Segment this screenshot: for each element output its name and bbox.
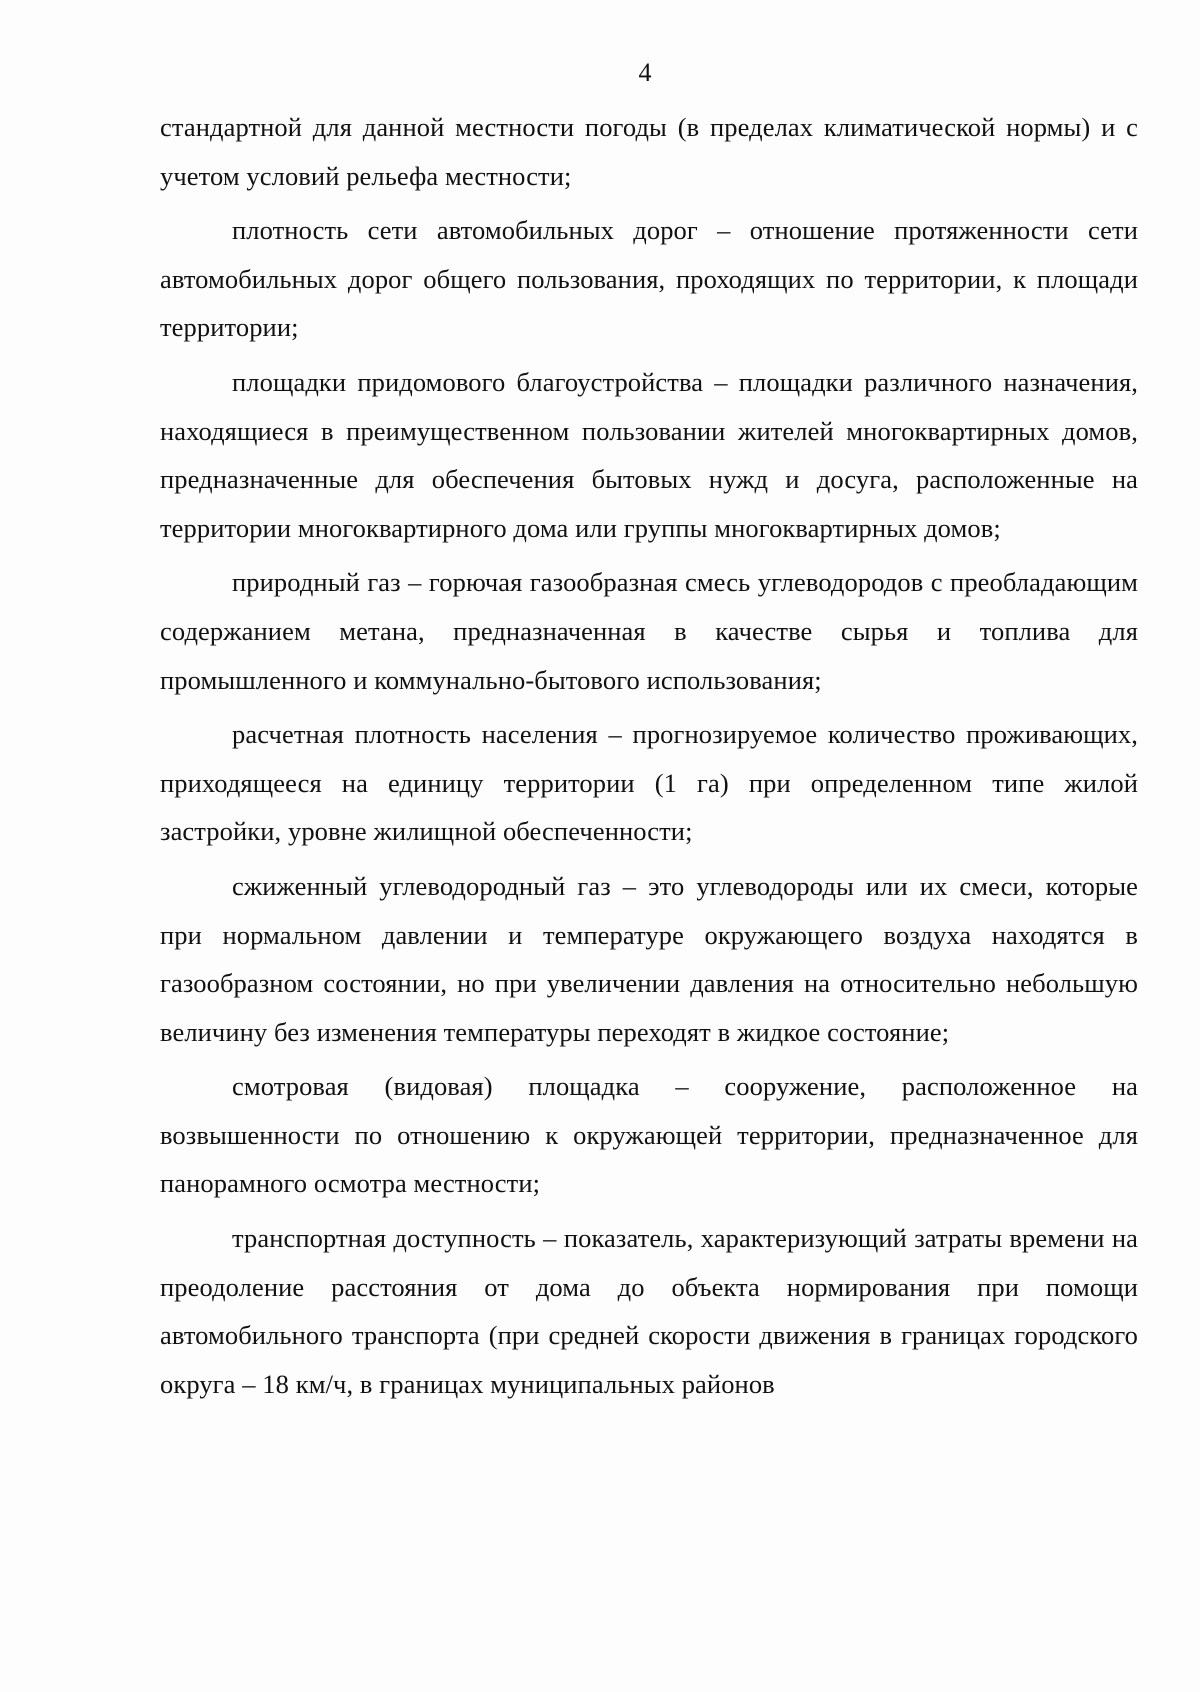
paragraph-population-density: расчетная плотность населения – прогнозируемое количество проживающих, приходящееся на единицу территории (1 га) при определенном типе жилой застройки, уровне жилищной обеспеченности;: [160, 719, 1138, 847]
page-number-text: 4: [638, 58, 652, 87]
paragraph-continuation: стандартной для данной местности погоды (в пределах климатической нормы) и с учетом условий рельефа местности;: [160, 112, 1138, 191]
paragraph-yard-facilities: площадки придомового благоустройства – площадки различного назначения, находящиеся в преимущественном пользовании жителей многоквартирных домов, предназначенные для обеспечения бытовых нужд и досуга, расположенные на территории многоквартирного дома или группы многоквартирных домов;: [160, 366, 1138, 543]
paragraph-natural-gas: природный газ – горючая газообразная смесь углеводородов с преобладающим содержанием метана, предназначенная в качестве сырья и топлива для промышленного и коммунально-бытового использования;: [160, 567, 1138, 695]
paragraph-liquefied-gas: сжиженный углеводородный газ – это углеводороды или их смеси, которые при нормальном давлении и температуре окружающего воздуха находятся в газообразном состоянии, но при увеличении давления на относительно небольшую величину без изменения температуры переходят в жидкое состояние;: [160, 870, 1138, 1047]
paragraph-viewing-platform: смотровая (видовая) площадка – сооружение, расположенное на возвышенности по отношению к окружающей территории, предназначенное для панорамного осмотра местности;: [160, 1071, 1138, 1199]
page-number: [0, 58, 1200, 88]
paragraph-transport-accessibility: транспортная доступность – показатель, характеризующий затраты времени на преодоление расстояния от дома до объекта нормирования при помощи автомобильного транспорта (при средней скорости движения в границах городского округа – 18 км/ч, в границах муниципальных районов: [160, 1223, 1138, 1399]
document-body: [160, 103, 1138, 1414]
paragraph-road-network-density: плотность сети автомобильных дорог – отношение протяженности сети автомобильных дорог общего пользования, проходящих по территории, к площади территории;: [160, 215, 1138, 343]
